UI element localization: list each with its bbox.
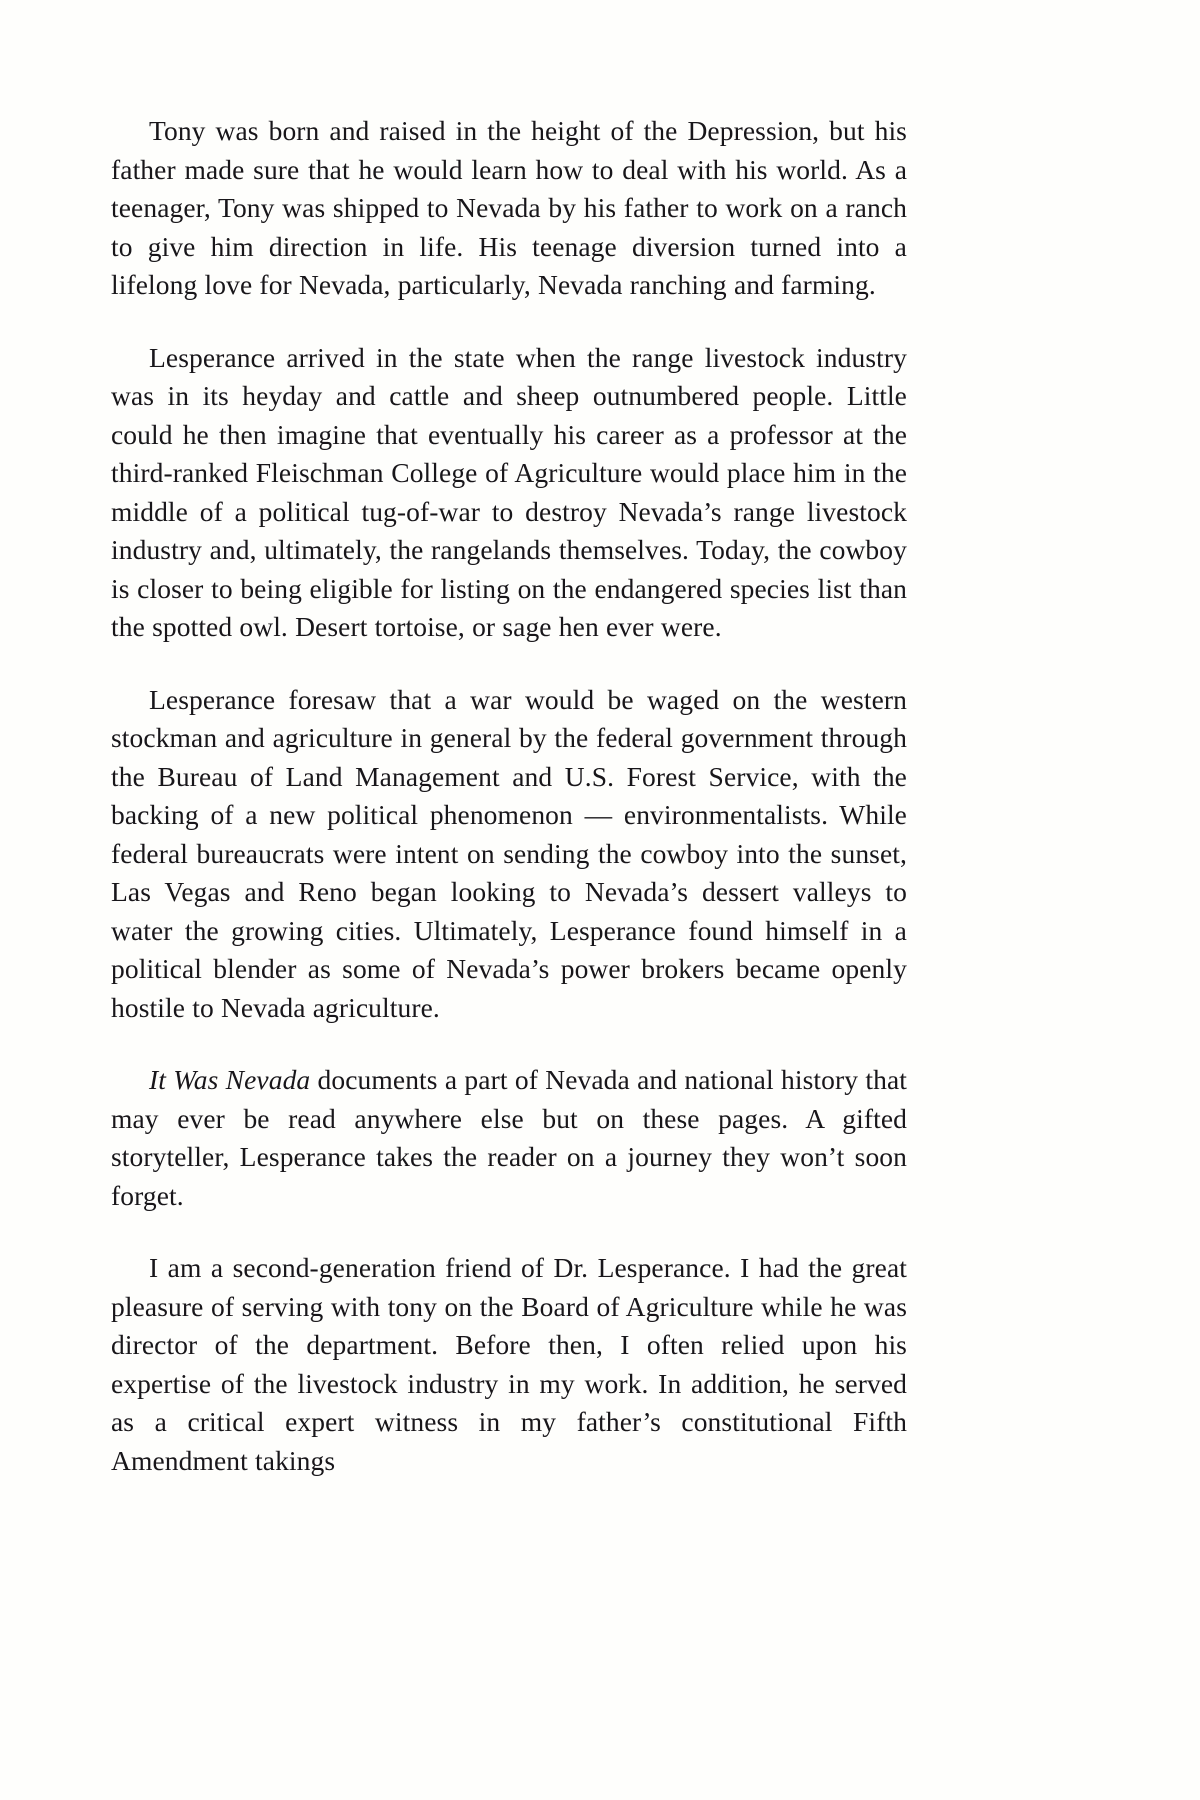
paragraph-4-rest: documents a part of Nevada and national history that may ever be read anywhere else but on these pages. A gifted storyteller, Lesperance takes the reader on a journey they won’t soon forget.	[111, 1064, 907, 1211]
paragraph-1: Tony was born and raised in the height of the Depression, but his father made sure that he would learn how to deal with his world. As a teenager, Tony was shipped to Nevada by his father to work on a ranch to give him direction in life. His teenage diversion turned into a lifelong love for Nevada, particularly, Nevada ranching and farming.	[111, 115, 907, 300]
paragraph-2: Lesperance arrived in the state when the range livestock industry was in its heyday and cattle and sheep outnumbered people. Little could he then imagine that eventually his career as a professor at the third-ranked Fleischman College of Agriculture would place him in the middle of a political tug-of-war to destroy Nevada’s range livestock industry and, ultimately, the rangelands themselves. Today, the cowboy is closer to being eligible for listing on the endangered species list than the spotted owl. Desert tortoise, or sage hen ever were.	[111, 341, 907, 642]
body-text-column	[111, 112, 907, 1480]
book-title-italic: It Was Nevada	[149, 1064, 311, 1095]
paragraph-5: I am a second-generation friend of Dr. Lesperance. I had the great pleasure of serving with tony on the Board of Agriculture while he was director of the department. Before then, I often relied upon his expertise of the livestock industry in my work. In addition, he served as a critical expert witness in my father’s constitutional Fifth Amendment takings	[111, 1252, 907, 1476]
paragraph-3: Lesperance foresaw that a war would be waged on the western stockman and agriculture in general by the federal government through the Bureau of Land Management and U.S. Forest Service, with the backing of a new political phenomenon — environmentalists. While federal bureaucrats were intent on sending the cowboy into the sunset, Las Vegas and Reno began looking to Nevada’s dessert valleys to water the growing cities. Ultimately, Lesperance found himself in a political blender as some of Nevada’s power brokers became openly hostile to Nevada agriculture.	[111, 683, 907, 1023]
paragraph-4	[111, 1061, 907, 1215]
